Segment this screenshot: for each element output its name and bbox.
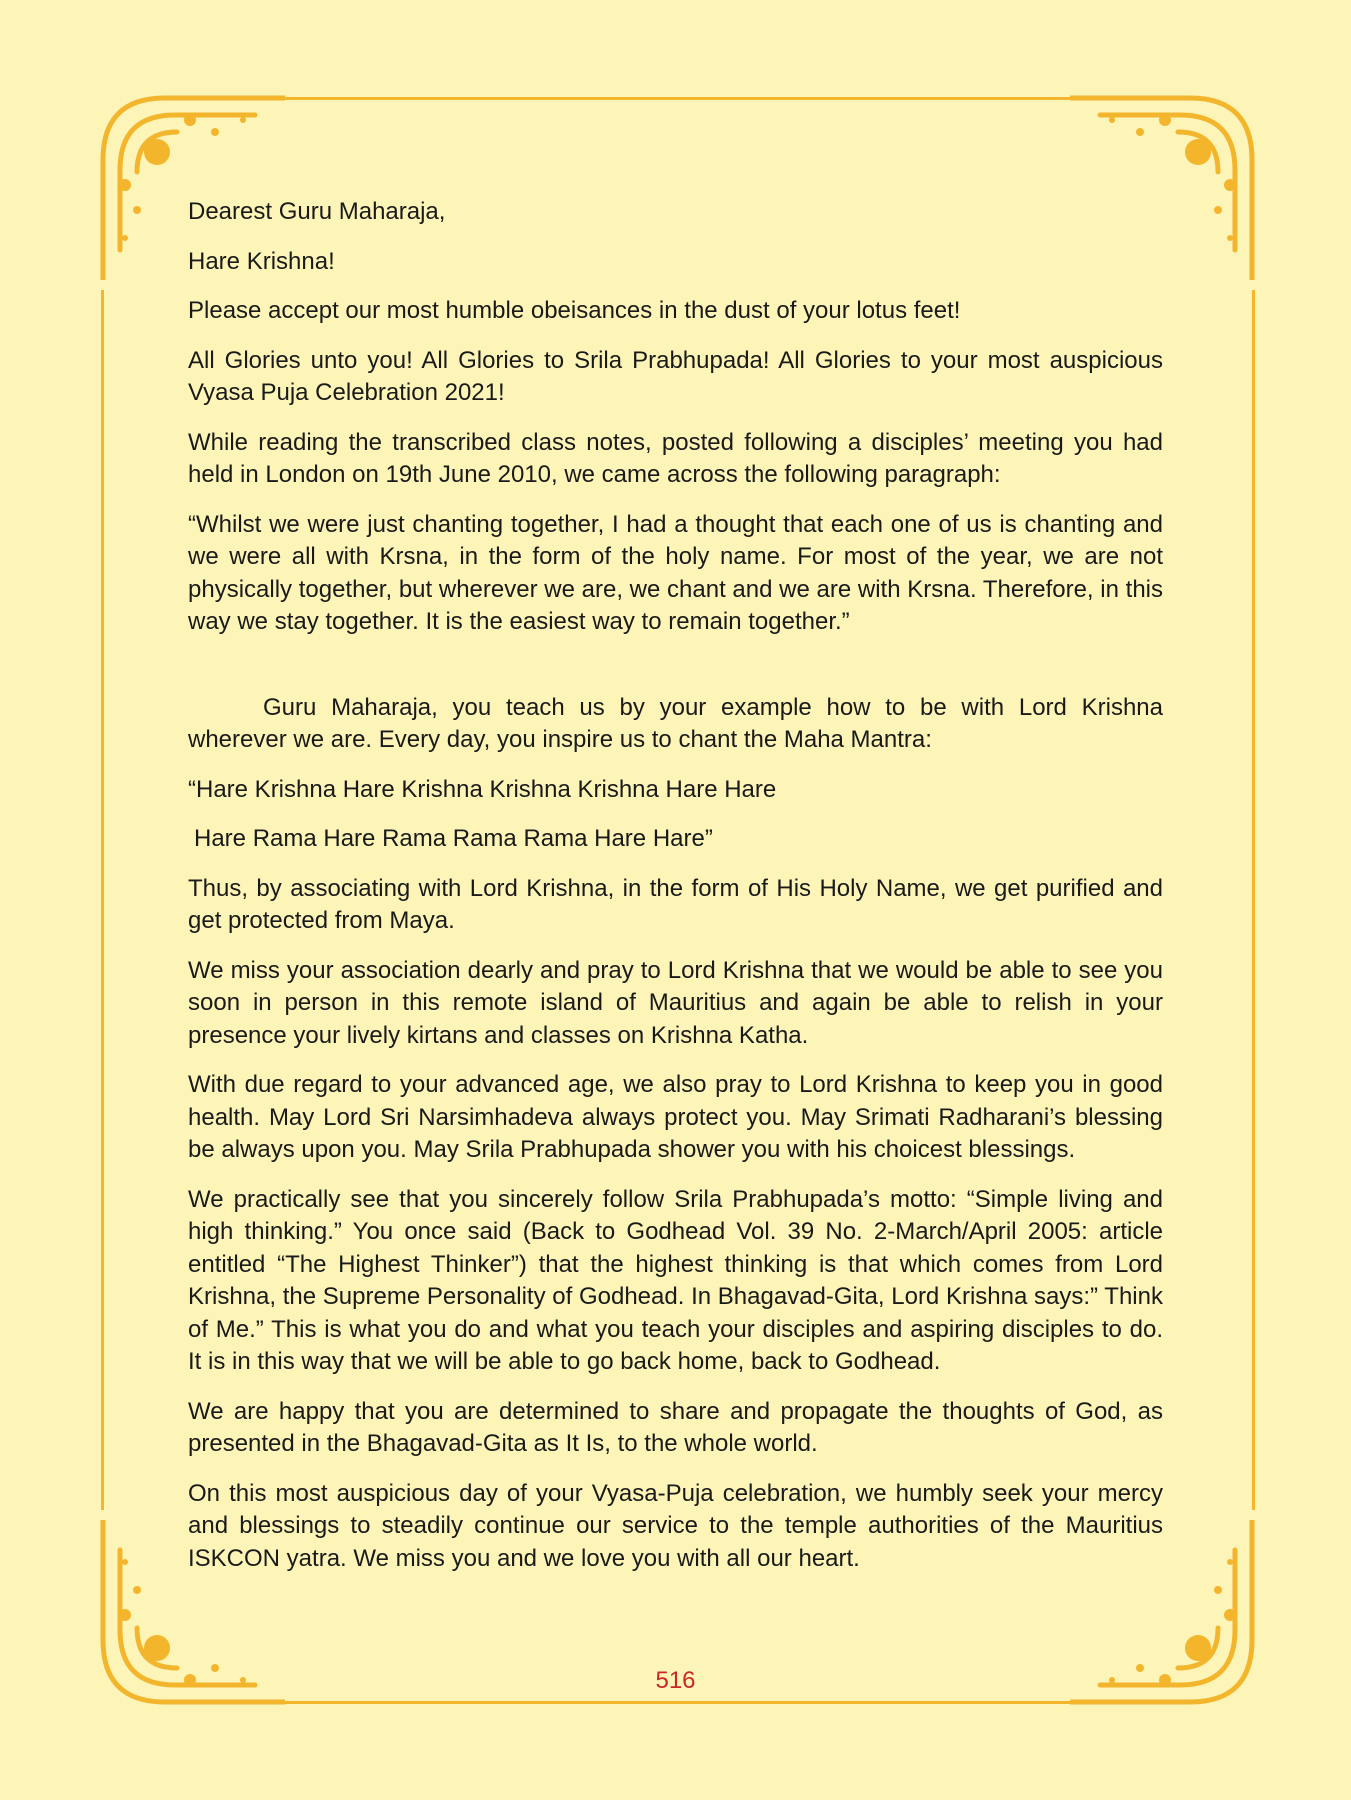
page-number: 516: [655, 1667, 696, 1694]
health-prayer-paragraph: With due regard to your advanced age, we also pray to Lord Krishna to keep you in good health. May Lord Sri Narsimhadeva always protect you. May Srimati Radharani’s blessing be always upon you. May Srila Prabhupada shower you with his choicest blessings.: [188, 1071, 1163, 1163]
glories-paragraph: All Glories unto you! All Glories to Srila Prabhupada! All Glories to your most auspicious Vyasa Puja Celebration 2021!: [188, 346, 1163, 406]
greeting: Hare Krishna!: [188, 247, 335, 275]
border-top-line: [285, 97, 1070, 100]
motto-paragraph: We practically see that you sincerely follow Srila Prabhupada’s motto: “Simple living and high thinking.” You once said (Back to Godhead Vol. 39 No. 2-March/April 2005: article entitled “The Highest Thinker”) that the highest thinking is that which comes from Lord Krishna, the Supreme Personality of Godhead. In Bhagavad-Gita, Lord Krishna says:” Think of Me.” This is what you do and what you teach your disciples and aspiring disciples to do. It is in this way that we will be able to go back home, back to Godhead.: [188, 1185, 1163, 1375]
purification-paragraph: Thus, by associating with Lord Krishna, in the form of His Holy Name, we get purified and get protected from Maya.: [188, 874, 1163, 934]
context-paragraph: While reading the transcribed class notes, posted following a disciples’ meeting you had held in London on 19th June 2010, we came across the following paragraph:: [188, 428, 1163, 488]
salutation: Dearest Guru Maharaja,: [188, 198, 446, 225]
quote-paragraph: “Whilst we were just chanting together, I had a thought that each one of us is chanting and we were all with Krsna, in the form of the holy name. For most of the year, we are not physically together, but wherever we are, we chant and we are with Krsna. Therefore, in this way we stay together. It is the easiest way to remain together.”: [188, 510, 1163, 635]
border-right-line: [1252, 290, 1255, 1510]
mantra-line-1: “Hare Krishna Hare Krishna Krishna Krishna Hare Hare: [188, 775, 777, 803]
closing-paragraph: On this most auspicious day of your Vyasa-Puja celebration, we humbly seek your mercy and blessings to steadily continue our service to the temple authorities of the Mauritius ISKCON yatra. We miss you and we love you with all our heart.: [188, 1479, 1163, 1572]
letter-body: [188, 196, 1163, 1592]
miss-association-paragraph: We miss your association dearly and pray to Lord Krishna that we would be able to see you soon in person in this remote island of Mauritius and again be able to relish in your presence your lively kirtans and classes on Krishna Katha.: [188, 956, 1163, 1049]
mantra-line-2: Hare Rama Hare Rama Rama Rama Hare Hare”: [194, 825, 713, 852]
teaching-paragraph: Guru Maharaja, you teach us by your example how to be with Lord Krishna wherever we are. Every day, you inspire us to chant the Maha Mantra:: [188, 693, 1163, 753]
obeisances-paragraph: Please accept our most humble obeisances in the dust of your lotus feet!: [188, 297, 961, 324]
border-left-line: [101, 290, 104, 1510]
border-bottom-line: [285, 1701, 1070, 1704]
propagation-paragraph: We are happy that you are determined to share and propagate the thoughts of God, as presented in the Bhagavad-Gita as It Is, to the whole world.: [188, 1397, 1163, 1457]
